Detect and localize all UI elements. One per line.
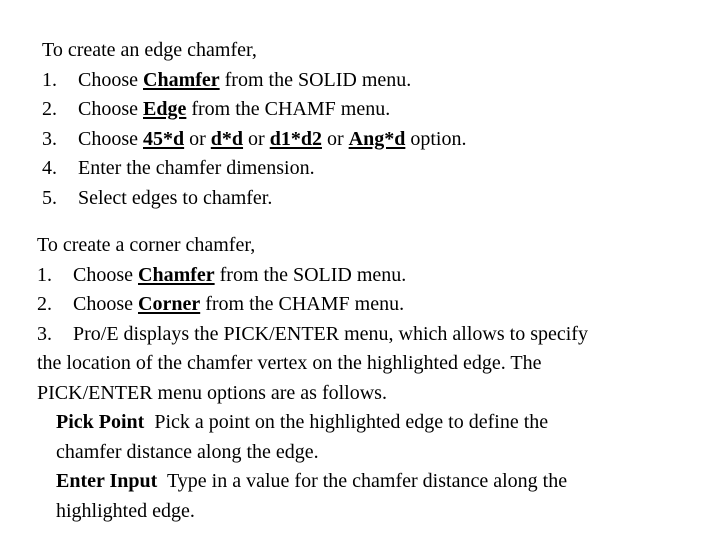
keyword-dd: d*d: [210, 127, 244, 150]
corner-step-1: 1. Choose Chamfer from the SOLID menu.: [37, 263, 407, 286]
keyword-d1d2: d1*d2: [269, 127, 322, 150]
edge-chamfer-section: [42, 36, 466, 213]
edge-step-3: 3. Choose 45*d or d*d or d1*d2 or Ang*d option.: [42, 127, 467, 150]
corner-step-3: 3. Pro/E displays the PICK/ENTER menu, which allows to specify: [37, 322, 588, 345]
edge-intro: To create an edge chamfer,: [42, 39, 257, 61]
corner-step-3-cont-2: PICK/ENTER menu options are as follows.: [37, 381, 387, 404]
edge-step-1: 1. Choose Chamfer from the SOLID menu.: [42, 68, 412, 91]
keyword-chamfer: Chamfer: [143, 68, 220, 91]
option-name: Pick Point: [56, 411, 145, 433]
corner-step-3-cont-1: the location of the chamfer vertex on the highlighted edge. The: [37, 352, 542, 374]
option-enter-input-cont: highlighted edge.: [56, 499, 195, 522]
edge-step-2: 2. Choose Edge from the CHAMF menu.: [42, 98, 391, 120]
keyword-45d: 45*d: [143, 127, 185, 150]
corner-intro: To create a corner chamfer,: [37, 234, 256, 256]
keyword-corner: Corner: [138, 293, 201, 315]
edge-step-5: 5. Select edges to chamfer.: [42, 186, 273, 209]
keyword-edge: Edge: [143, 98, 187, 120]
option-enter-input: Enter Input Type in a value for the chamfer distance along the: [56, 470, 568, 492]
option-pick-point: Pick Point Pick a point on the highlighted edge to define the: [56, 411, 549, 433]
corner-chamfer-section: [37, 231, 588, 526]
keyword-angd: Ang*d: [348, 127, 406, 150]
option-pick-point-cont: chamfer distance along the edge.: [56, 440, 319, 463]
option-name: Enter Input: [56, 470, 158, 492]
edge-step-4: 4. Enter the chamfer dimension.: [42, 157, 315, 179]
corner-step-2: 2. Choose Corner from the CHAMF menu.: [37, 293, 405, 315]
keyword-chamfer: Chamfer: [138, 263, 215, 286]
